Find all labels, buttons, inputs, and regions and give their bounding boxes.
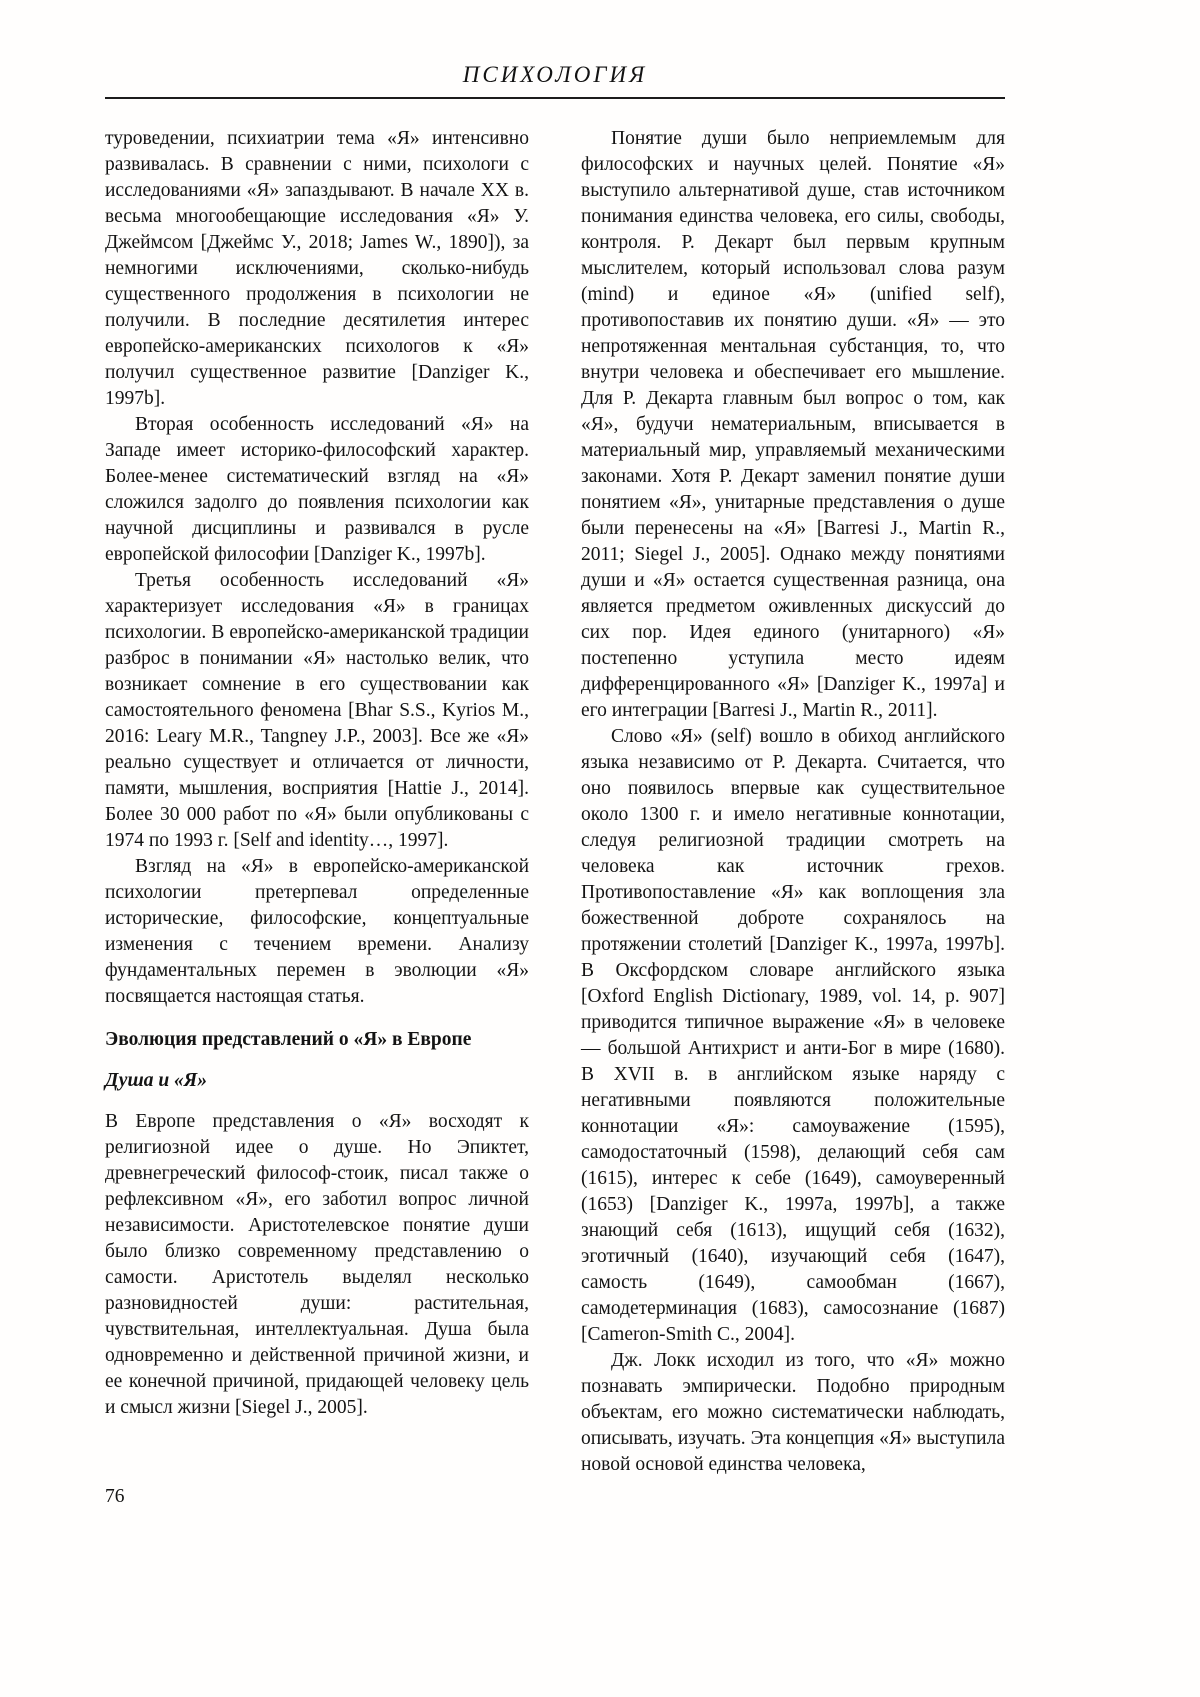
section-heading: Эволюция представлений о «Я» в Европе — [105, 1029, 472, 1050]
paragraph: Слово «Я» (self) вошло в обиход английского языка независимо от Р. Декарта. Считается, что оно появилось впервые как существительное около 1300 г. и имело негативные коннотации, следуя религиозной традиции смотреть на человека как источник грехов. Противопоставление «Я» как воплощения зла божественной доброте сохранялось на протяжении столетий [Danziger K., 1997a, 1997b]. В Оксфордском словаре английского языка [Oxford English Dictionary, 1989, vol. 14, p. 907] приводится типичное выражение «Я» в человеке — большой Антихрист и анти-Бог в мире (1680). В XVII в. в английском языке наряду с негативными появляются положительные коннотации «Я»: самоуважение (1595), самодостаточный (1598), делающий себя сам (1615), интерес к себе (1649), самоуверенный (1653) [Danziger K., 1997a, 1997b], а также знающий себя (1613), ищущий себя (1632), эготичный (1640), изучающий себя (1647), самость (1649), самообман (1667), самодетерминация (1683), самосознание (1687) [Cameron-Smith C., 2004]. — [581, 726, 1005, 1345]
article-body — [105, 126, 1005, 1478]
subsection-heading: Душа и «Я» — [105, 1070, 207, 1091]
paragraph: Дж. Локк исходил из того, что «Я» можно познавать эмпирически. Подобно природным объектам, его можно систематически наблюдать, описывать, изучать. Эта концепция «Я» выступила новой основой единства человека, — [581, 1350, 1005, 1475]
paragraph: Вторая особенность исследований «Я» на Западе имеет историко-философский характер. Более-менее систематический взгляд на «Я» сложился задолго до появления психологии как научной дисциплины и развивался в русле европейской философии [Danziger K., 1997b]. — [105, 414, 529, 565]
page-number: 76 — [105, 1486, 125, 1507]
header-rule — [105, 97, 1005, 99]
running-head: ПСИХОЛОГИЯ — [462, 62, 648, 87]
paragraph: туроведении, психиатрии тема «Я» интенсивно развивалась. В сравнении с ними, психологи с исследованиями «Я» запаздывают. В начале XX в. весьма многообещающие исследования «Я» У. Джеймсом [Джеймс У., 2018; James W., 1890]), за немногими исключениями, сколько-нибудь существенного продолжения в психологии не получили. В последние десятилетия интерес европейско-американских психологов к «Я» получил существенное развитие [Danziger K., 1997b]. — [105, 128, 529, 409]
right-column — [581, 126, 1005, 1478]
paragraph: Понятие души было неприемлемым для философских и научных целей. Понятие «Я» выступило альтернативой душе, став источником понимания единства человека, его силы, свободы, контроля. Р. Декарт был первым крупным мыслителем, который использовал слова разум (mind) и единое «Я» (unified self), противопоставив их понятию души. «Я» — это непротяженная ментальная субстанция, то, что внутри человека и обеспечивает его мышление. Для Р. Декарта главным был вопрос о том, как «Я», будучи нематериальным, вписывается в материальный мир, управляемый механическими законами. Хотя Р. Декарт заменил понятие души понятием «Я», унитарные представления о душе были перенесены на «Я» [Barresi J., Martin R., 2011; Siegel J., 2005]. Однако между понятиями души и «Я» остается существенная разница, она является предметом оживленных дискуссий до сих пор. Идея единого (унитарного) «Я» постепенно уступила место идеям дифференцированного «Я» [Danziger K., 1997a] и его интеграции [Barresi J., Martin R., 2011]. — [581, 128, 1005, 721]
paragraph: В Европе представления о «Я» восходят к религиозной идее о душе. Но Эпиктет, древнегреческий философ-стоик, писал также о рефлексивном «Я», его заботил вопрос личной независимости. Аристотелевское понятие души было близко современному представлению о самости. Аристотель выделял несколько разновидностей души: растительная, чувствительная, интеллектуальная. Душа была одновременно и действенной причиной жизни, и ее конечной причиной, придающей человеку цель и смысл жизни [Siegel J., 2005]. — [105, 1111, 529, 1418]
page-header — [105, 62, 1005, 99]
paragraph: Взгляд на «Я» в европейско-американской психологии претерпевал определенные исторические, философские, концептуальные изменения с течением времени. Анализу фундаментальных перемен в эволюции «Я» посвящается настоящая статья. — [105, 856, 529, 1007]
paragraph: Третья особенность исследований «Я» характеризует исследования «Я» в границах психологии. В европейско-американской традиции разброс в понимании «Я» настолько велик, что возникает сомнение в его существовании как самостоятельного феномена [Bhar S.S., Kyrios M., 2016: Leary M.R., Tangney J.P., 2003]. Все же «Я» реально существует и отличается от личности, памяти, мышления, восприятия [Hattie J., 2014]. Более 30 000 работ по «Я» были опубликованы с 1974 по 1993 г. [Self and identity…, 1997]. — [105, 570, 529, 851]
left-column — [105, 126, 529, 1421]
